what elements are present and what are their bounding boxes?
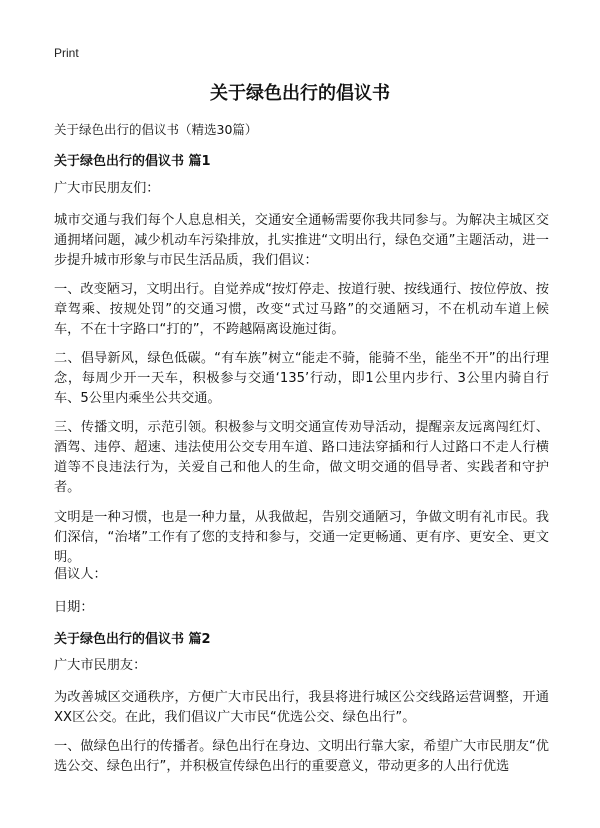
paragraph: 一、做绿色出行的传播者。绿色出行在身边、文明出行靠大家，希望广大市民朋友“优选公交、绿色出行”，并积极宣传绿色出行的重要意义，带动更多的人出行优选 <box>54 739 549 774</box>
greeting: 广大市民朋友： <box>54 658 147 673</box>
paragraph: 城市交通与我们每个人息息相关，交通安全通畅需要你我共同参与。为解决主城区交通拥堵问题，减少机动车污染排放，扎实推进“文明出行，绿色交通”主题活动，进一步提升城市形象与市民生活品质，我们倡议： <box>54 213 549 268</box>
proposer-label: 倡议人： <box>54 567 107 582</box>
section-heading: 关于绿色出行的倡议书 篇2 <box>54 632 211 647</box>
paragraph: 文明是一种习惯，也是一种力量，从我做起，告别交通陋习，争做文明有礼市民。我们深信，“治堵”工作有了您的支持和参与，交通一定更畅通、更有序、更安全、更文明。 <box>54 510 549 565</box>
print-link[interactable]: Print <box>54 46 79 60</box>
greeting: 广大市民朋友们： <box>54 181 160 196</box>
paragraph: 二、倡导新风，绿色低碳。“有车族”树立“能走不骑，能骑不坐，能坐不开”的出行理念，每周少开一天车，积极参与交通‘135’行动，即1公里内步行、3公里内骑自行车、5公里内乘坐公共交通。 <box>54 351 549 406</box>
paragraph: 为改善城区交通秩序，方便广大市民出行，我县将进行城区公交线路运营调整，开通XX区公交。在此，我们倡议广大市民“优选公交、绿色出行”。 <box>54 690 549 725</box>
date-label: 日期： <box>54 600 94 615</box>
paragraph: 一、改变陋习，文明出行。自觉养成“按灯停走、按道行驶、按线通行、按位停放、按章驾乘、按规处罚”的交通习惯，改变“式过马路”的交通陋习，不在机动车道上候车，不在十字路口“打的”，不跨越隔离设施过街。 <box>54 282 549 337</box>
paragraph: 三、传播文明，示范引领。积极参与文明交通宣传劝导活动，提醒亲友远离闯红灯、酒驾、违停、超速、违法使用公交专用车道、路口违法穿插和行人过路口不走人行横道等不良违法行为，关爱自己和他人的生命，做文明交通的倡导者、实践者和守护者。 <box>54 420 549 495</box>
section-heading: 关于绿色出行的倡议书 篇1 <box>54 154 211 169</box>
page-title: 关于绿色出行的倡议书 <box>210 83 390 104</box>
document-subtitle: 关于绿色出行的倡议书（精选30篇） <box>54 122 258 137</box>
